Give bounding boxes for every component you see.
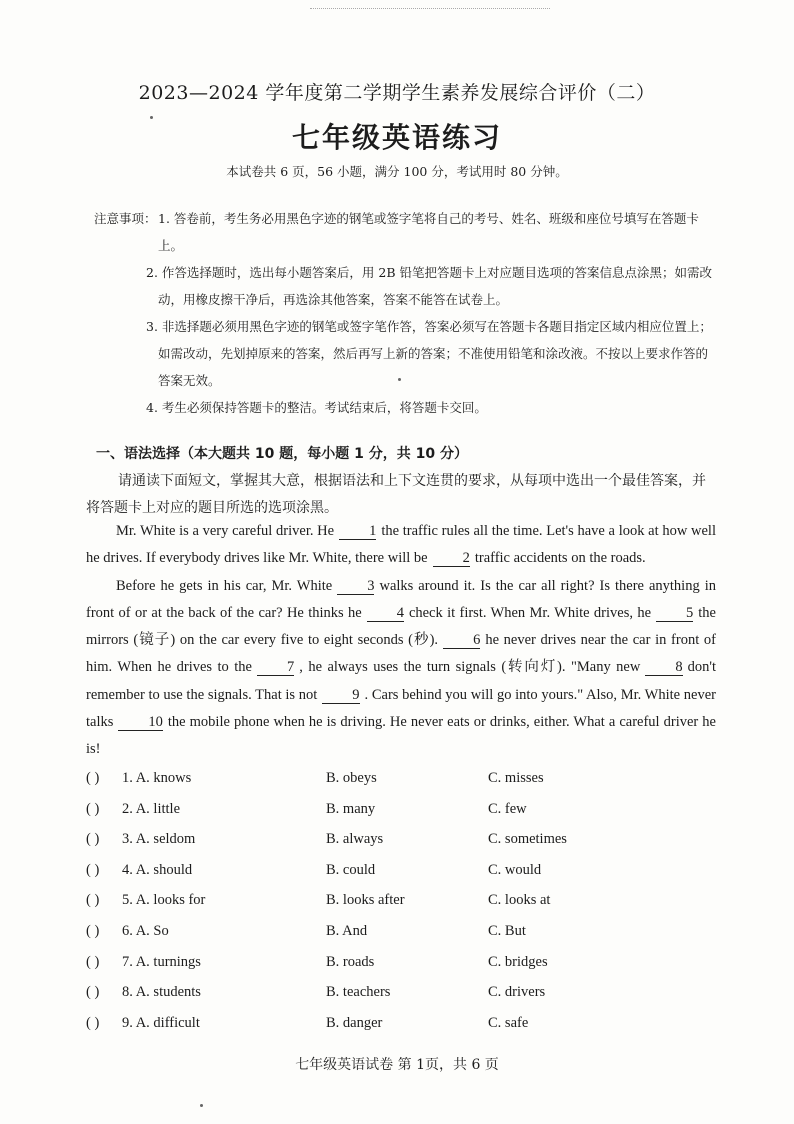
section-instruction: 请通读下面短文，掌握其大意，根据语法和上下文连贯的要求，从每项中选出一个最佳答案，并将答题卡上对应的题目所选的选项涂黑。 xyxy=(86,473,706,516)
question-row xyxy=(86,954,726,985)
note-item-3: 3. 非选择题必须用黑色字迹的钢笔或签字笔作答，答案必须写在答题卡各题目指定区域内相应位置上；如需改动，先划掉原来的答案，然后再写上新的答案；不准使用铅笔和涂改液。不按以上要求作答的答案无效。 xyxy=(146,319,712,388)
option-a: 1. A. knows xyxy=(122,770,192,786)
question-row xyxy=(86,831,726,862)
note-item-4: 4. 考生必须保持答题卡的整洁。考试结束后，将答题卡交回。 xyxy=(146,400,487,415)
blank-8: 8 xyxy=(645,660,682,676)
section-heading: 一、语法选择（本大题共 10 题，每小题 1 分，共 10 分） xyxy=(96,446,468,462)
option-c: C. looks at xyxy=(488,892,551,909)
passage-paragraph-1: Mr. White is a very careful driver. He 1 the traffic rules all the time. Let's have a look at how well he drives. If everybody drives like Mr. White, there will be 2 traffic accidents on the roads. xyxy=(86,523,716,567)
question-row xyxy=(86,770,726,801)
page-footer: 七年级英语试卷 第 1页，共 6 页 xyxy=(295,1057,499,1073)
answer-paren: ( ) xyxy=(86,770,100,786)
option-b: B. And xyxy=(326,922,368,939)
answer-paren: ( ) xyxy=(86,861,100,878)
option-b: B. looks after xyxy=(326,892,405,909)
notes-section xyxy=(94,205,714,421)
option-c: C. But xyxy=(488,922,526,939)
answer-paren: ( ) xyxy=(86,831,100,848)
scan-speck xyxy=(150,116,153,119)
scan-speck xyxy=(398,378,401,381)
passage-paragraph-2: Before he gets in his car, Mr. White 3 walks around it. Is the car all right? Is there anything in front of or at the back of the car? He thinks he 4 check it first. When Mr. White drives, he 5 the mirrors (镜子) on the car every five to eight seconds (秒). 6 he never drives near the car in front of him. When he drives to the 7 , he always uses the turn signals (转向灯). "Many new 8 don't remember to use the signals. That is not 9 . Cars behind you will go into yours." Also, Mr. White never talks 10 the mobile phone when he is driving. He never eats or drinks, either. What a careful driver he is! xyxy=(86,577,717,758)
option-b: B. teachers xyxy=(326,984,391,1001)
page-title: 七年级英语练习 xyxy=(291,121,502,154)
answer-paren: ( ) xyxy=(86,922,100,939)
scan-edge-line xyxy=(310,8,550,9)
note-item-2: 2. 作答选择题时，选出每小题答案后，用 2B 铅笔把答题卡上对应题目选项的答案信息点涂黑；如需改动，用橡皮擦干净后，再选涂其他答案，答案不能答在试卷上。 xyxy=(146,265,712,307)
question-row xyxy=(86,801,726,832)
option-a: 2. A. little xyxy=(122,800,180,817)
option-c: C. would xyxy=(488,861,542,878)
blank-5: 5 xyxy=(656,606,693,622)
notes-label: 注意事项： xyxy=(94,211,157,226)
blank-1: 1 xyxy=(339,524,376,540)
reading-passage xyxy=(86,518,716,764)
blank-3: 3 xyxy=(337,579,374,595)
note-row-1 xyxy=(94,205,714,259)
answer-paren: ( ) xyxy=(86,1014,100,1031)
option-b: B. always xyxy=(326,831,384,848)
question-row xyxy=(86,984,726,1015)
blank-2: 2 xyxy=(433,551,470,567)
blank-10: 10 xyxy=(118,715,163,731)
blank-7: 7 xyxy=(257,660,294,676)
option-b: B. danger xyxy=(326,1014,383,1031)
blank-6: 6 xyxy=(443,633,480,649)
option-c: C. safe xyxy=(488,1014,529,1031)
option-a: 7. A. turnings xyxy=(122,953,201,970)
question-options xyxy=(86,770,726,1045)
answer-paren: ( ) xyxy=(86,892,100,909)
option-b: B. obeys xyxy=(326,770,377,786)
option-c: C. bridges xyxy=(488,953,548,970)
blank-4: 4 xyxy=(367,606,404,622)
option-c: C. drivers xyxy=(488,984,546,1001)
option-c: C. sometimes xyxy=(488,831,567,848)
question-row xyxy=(86,923,726,954)
option-b: B. roads xyxy=(326,953,375,970)
question-row xyxy=(86,862,726,893)
option-a: 5. A. looks for xyxy=(122,892,206,909)
option-b: B. could xyxy=(326,861,376,878)
question-row xyxy=(86,1015,726,1046)
option-c: C. few xyxy=(488,800,527,817)
blank-9: 9 xyxy=(322,688,359,704)
question-row xyxy=(86,892,726,923)
answer-paren: ( ) xyxy=(86,800,100,817)
answer-paren: ( ) xyxy=(86,953,100,970)
option-a: 4. A. should xyxy=(122,861,193,878)
option-b: B. many xyxy=(326,800,376,817)
option-a: 6. A. So xyxy=(122,922,169,939)
option-a: 3. A. seldom xyxy=(122,831,196,848)
note-item-1: 1. 答卷前，考生务必用黑色字迹的钢笔或签字笔将自己的考号、姓名、班级和座位号填写在答题卡上。 xyxy=(158,211,699,253)
option-a: 8. A. students xyxy=(122,984,201,1001)
option-a: 9. A. difficult xyxy=(122,1014,200,1031)
exam-info: 本试卷共 6 页，56 小题，满分 100 分，考试用时 80 分钟。 xyxy=(226,164,568,179)
option-c: C. misses xyxy=(488,770,544,786)
scan-speck xyxy=(200,1104,203,1107)
exam-header: 2023—2024 学年度第二学期学生素养发展综合评价（二） xyxy=(138,82,656,104)
answer-paren: ( ) xyxy=(86,984,100,1001)
